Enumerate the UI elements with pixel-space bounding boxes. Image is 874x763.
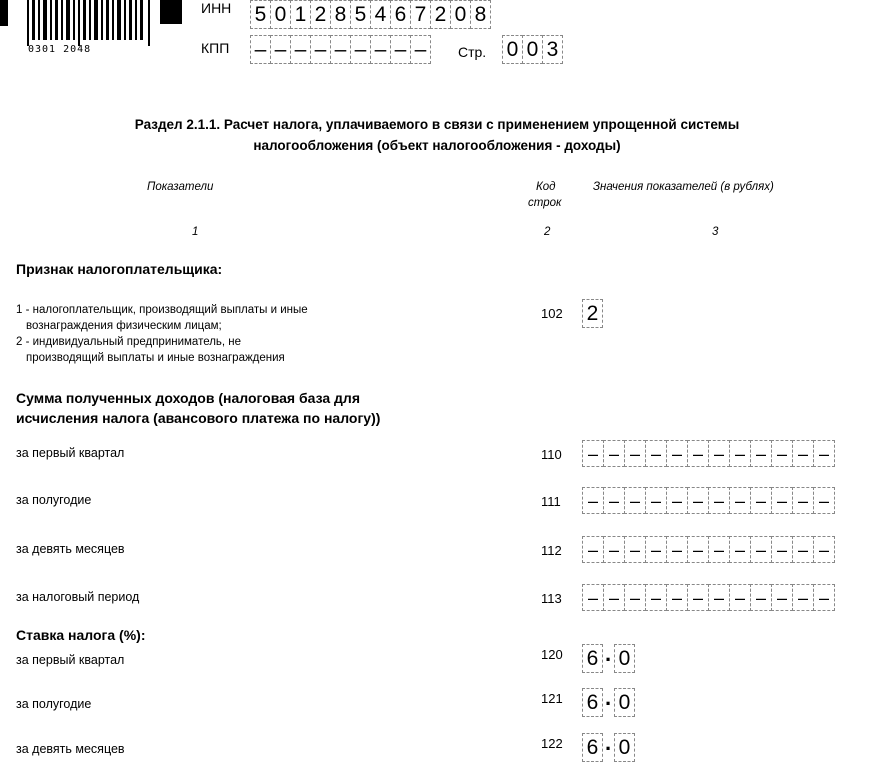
inn-digit-cell[interactable]: 1 [290,0,311,29]
income-amount-cell[interactable]: – [666,584,688,611]
rate-heading: Ставка налога (%): [16,627,146,643]
rate-row-label: за полугодие [16,697,92,711]
taxpayer-sign-cell[interactable]: 2 [582,299,603,328]
taxpayer-sign-field[interactable] [582,299,602,328]
income-amount-cell[interactable]: – [687,536,709,563]
income-amount-cell[interactable]: – [813,536,835,563]
income-amount-field[interactable] [582,536,834,563]
page-digit-cell[interactable]: 0 [522,35,543,64]
col-header-code-line2: строк [528,197,562,209]
income-amount-cell[interactable]: – [792,440,814,467]
inn-digit-cell[interactable]: 2 [310,0,331,29]
income-amount-cell[interactable]: – [582,440,604,467]
income-amount-cell[interactable]: – [708,487,730,514]
income-amount-cell[interactable]: – [708,584,730,611]
inn-label: ИНН [201,0,232,16]
rate-row-label: за первый квартал [16,653,125,667]
income-amount-cell[interactable]: – [645,536,667,563]
kpp-digit-cell[interactable]: – [310,35,331,64]
section-title-line2: налогообложения (объект налогообложения - доходы) [253,138,621,153]
income-amount-cell[interactable]: – [729,584,751,611]
line-code-112: 112 [541,543,562,558]
income-amount-cell[interactable]: – [687,584,709,611]
line-code-122: 122 [541,736,563,751]
kpp-digit-cell[interactable]: – [250,35,271,64]
income-amount-cell[interactable]: – [729,440,751,467]
tax-rate-integer-cell[interactable]: 6 [582,644,603,673]
corner-marker-left [0,0,8,26]
income-amount-field[interactable] [582,487,834,514]
income-amount-cell[interactable]: – [708,440,730,467]
kpp-digit-cell[interactable]: – [350,35,371,64]
income-amount-cell[interactable]: – [750,584,772,611]
decimal-point: . [604,730,612,755]
line-code-110: 110 [541,447,562,462]
page-digit-cell[interactable]: 0 [502,35,523,64]
kpp-label: КПП [201,40,230,56]
income-amount-cell[interactable]: – [687,487,709,514]
inn-digit-cell[interactable]: 4 [370,0,391,29]
income-row-label: за налоговый период [16,590,140,604]
inn-digit-cell[interactable]: 5 [350,0,371,29]
income-amount-cell[interactable]: – [750,487,772,514]
col-number-1: 1 [192,226,199,238]
col-header-code-line1: Код [536,181,556,193]
income-amount-cell[interactable]: – [813,487,835,514]
income-amount-cell[interactable]: – [624,440,646,467]
tax-rate-integer-cell[interactable]: 6 [582,688,603,717]
tax-rate-field[interactable] [582,730,634,762]
income-amount-cell[interactable]: – [624,536,646,563]
income-amount-cell[interactable]: – [813,440,835,467]
col-number-3: 3 [712,226,719,238]
col-header-values: Значения показателей (в рублях) [593,181,774,193]
inn-digit-cell[interactable]: 5 [250,0,271,29]
line-code-121: 121 [541,691,563,706]
income-amount-cell[interactable]: – [582,536,604,563]
income-amount-cell[interactable]: – [792,584,814,611]
income-amount-cell[interactable]: – [645,487,667,514]
tax-rate-fraction-cell[interactable]: 0 [614,644,635,673]
line-code-113: 113 [541,591,562,606]
decimal-point: . [604,641,612,666]
decimal-point: . [604,685,612,710]
income-amount-cell[interactable]: – [582,584,604,611]
inn-digit-cell[interactable]: 8 [330,0,351,29]
income-heading-line1: Сумма полученных доходов (налоговая база для [16,390,360,406]
page-number-field[interactable] [502,35,562,64]
inn-digit-cell[interactable]: 8 [470,0,491,29]
income-amount-cell[interactable]: – [645,440,667,467]
income-amount-cell[interactable]: – [624,487,646,514]
income-amount-cell[interactable]: – [666,487,688,514]
income-amount-field[interactable] [582,584,834,611]
inn-digit-cell[interactable]: 7 [410,0,431,29]
income-amount-cell[interactable]: – [603,440,625,467]
income-heading-line2: исчисления налога (авансового платежа по налогу)) [16,410,381,426]
taxpayer-heading: Признак налогоплательщика: [16,261,223,277]
section-title-line1: Раздел 2.1.1. Расчет налога, уплачиваемого в связи с применением упрощенной системы [134,117,740,132]
kpp-digit-cell[interactable]: – [330,35,351,64]
page-label: Стр. [458,44,487,60]
income-amount-cell[interactable]: – [708,536,730,563]
tax-rate-fraction-cell[interactable]: 0 [614,688,635,717]
corner-marker-right [160,0,182,24]
income-amount-cell[interactable]: – [603,536,625,563]
income-amount-cell[interactable]: – [624,584,646,611]
tax-rate-field[interactable] [582,685,634,717]
inn-field[interactable] [250,0,490,29]
income-row-label: за полугодие [16,493,92,507]
page-digit-cell[interactable]: 3 [542,35,563,64]
kpp-field[interactable] [250,35,430,64]
income-amount-cell[interactable]: – [792,487,814,514]
income-amount-cell[interactable]: – [645,584,667,611]
barcode-image [27,0,151,46]
barcode-number: 0301 2048 [28,44,92,55]
tax-rate-integer-cell[interactable]: 6 [582,733,603,762]
kpp-digit-cell[interactable]: – [270,35,291,64]
income-amount-cell[interactable]: – [813,584,835,611]
income-amount-cell[interactable]: – [666,536,688,563]
taxpayer-option-1-line2: вознаграждения физическим лицам; [26,320,222,332]
kpp-digit-cell[interactable]: – [290,35,311,64]
income-amount-cell[interactable]: – [687,440,709,467]
kpp-digit-cell[interactable]: – [370,35,391,64]
income-amount-field[interactable] [582,440,834,467]
income-row-label: за первый квартал [16,446,125,460]
line-code-111: 111 [541,494,561,509]
inn-digit-cell[interactable]: 6 [390,0,411,29]
inn-digit-cell[interactable]: 0 [270,0,291,29]
taxpayer-option-2-line2: производящий выплаты и иные вознаграждения [26,352,285,364]
col-header-indicators: Показатели [147,181,214,193]
income-amount-cell[interactable]: – [771,440,793,467]
inn-digit-cell[interactable]: 2 [430,0,451,29]
income-row-label: за девять месяцев [16,542,125,556]
income-amount-cell[interactable]: – [603,487,625,514]
income-amount-cell[interactable]: – [771,584,793,611]
income-amount-cell[interactable]: – [750,440,772,467]
kpp-digit-cell[interactable]: – [410,35,431,64]
line-code-120: 120 [541,647,563,662]
inn-digit-cell[interactable]: 0 [450,0,471,29]
income-amount-cell[interactable]: – [582,487,604,514]
income-amount-cell[interactable]: – [792,536,814,563]
kpp-digit-cell[interactable]: – [390,35,411,64]
taxpayer-option-2-line1: 2 - индивидуальный предприниматель, не [16,336,242,348]
income-amount-cell[interactable]: – [603,584,625,611]
tax-rate-fraction-cell[interactable]: 0 [614,733,635,762]
income-amount-cell[interactable]: – [771,536,793,563]
income-amount-cell[interactable]: – [729,536,751,563]
taxpayer-option-1-line1: 1 - налогоплательщик, производящий выплаты и иные [16,304,308,316]
tax-rate-field[interactable] [582,641,634,673]
income-amount-cell[interactable]: – [666,440,688,467]
line-code-102: 102 [541,306,563,321]
income-amount-cell[interactable]: – [771,487,793,514]
rate-row-label: за девять месяцев [16,742,125,756]
income-amount-cell[interactable]: – [750,536,772,563]
income-amount-cell[interactable]: – [729,487,751,514]
col-number-2: 2 [544,226,551,238]
